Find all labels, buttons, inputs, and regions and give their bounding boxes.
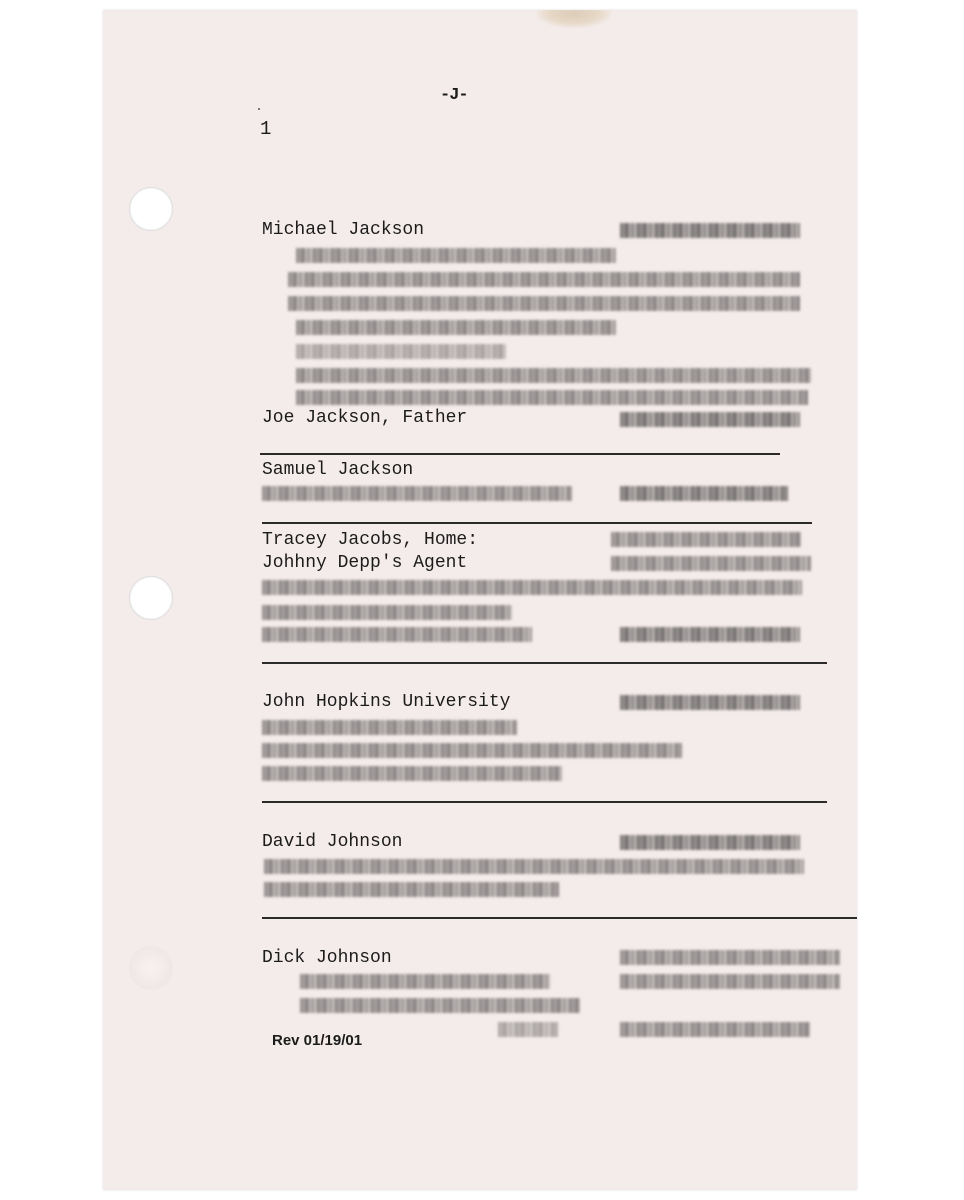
redacted-phone xyxy=(611,532,801,547)
letter-heading: -J- xyxy=(440,86,468,105)
redacted-phone xyxy=(620,627,800,642)
redacted-phone xyxy=(620,835,800,850)
redacted-text xyxy=(300,974,550,989)
redacted-text xyxy=(262,743,682,758)
binder-hole-middle xyxy=(129,576,173,620)
paper-stain xyxy=(536,10,612,28)
redacted-text xyxy=(288,296,800,311)
revision-date: Rev 01/19/01 xyxy=(272,1032,363,1049)
redacted-text xyxy=(296,248,616,263)
redacted-text xyxy=(262,627,532,642)
entry-name: Michael Jackson xyxy=(262,220,425,240)
redacted-text xyxy=(262,720,517,735)
document-page xyxy=(103,10,857,1190)
section-divider xyxy=(262,522,812,524)
page-number: 1 xyxy=(260,118,272,140)
redacted-text xyxy=(264,882,559,897)
section-divider xyxy=(262,917,857,919)
entry-name: David Johnson xyxy=(262,832,403,852)
redacted-text xyxy=(296,390,808,405)
redacted-text xyxy=(262,766,562,781)
redacted-text xyxy=(296,320,616,335)
redacted-phone xyxy=(620,412,800,427)
binder-hole-bottom xyxy=(129,946,173,990)
redacted-text xyxy=(262,605,512,620)
entry-name: Tracey Jacobs, Home: xyxy=(262,530,479,550)
entry-name: Joe Jackson, Father xyxy=(262,408,468,428)
redacted-text xyxy=(296,368,811,383)
redacted-text xyxy=(288,272,800,287)
section-divider xyxy=(260,453,780,455)
binder-hole-top xyxy=(129,187,173,231)
redacted-text xyxy=(498,1022,558,1037)
redacted-phone xyxy=(620,974,840,989)
redacted-text xyxy=(262,486,572,501)
entry-name: John Hopkins University xyxy=(262,692,511,712)
redacted-phone xyxy=(611,556,811,571)
redacted-phone xyxy=(620,486,788,501)
section-divider xyxy=(262,801,827,803)
entry-name: Samuel Jackson xyxy=(262,460,414,480)
redacted-text xyxy=(296,344,506,359)
redacted-text xyxy=(300,998,580,1013)
margin-dot xyxy=(258,108,260,110)
redacted-phone xyxy=(620,223,800,238)
redacted-text xyxy=(262,580,802,595)
redacted-phone xyxy=(620,695,800,710)
redacted-phone xyxy=(620,950,840,965)
section-divider xyxy=(262,662,827,664)
entry-name: Johhny Depp's Agent xyxy=(262,553,468,573)
entry-name: Dick Johnson xyxy=(262,948,392,968)
redacted-text xyxy=(264,859,804,874)
redacted-phone xyxy=(620,1022,810,1037)
